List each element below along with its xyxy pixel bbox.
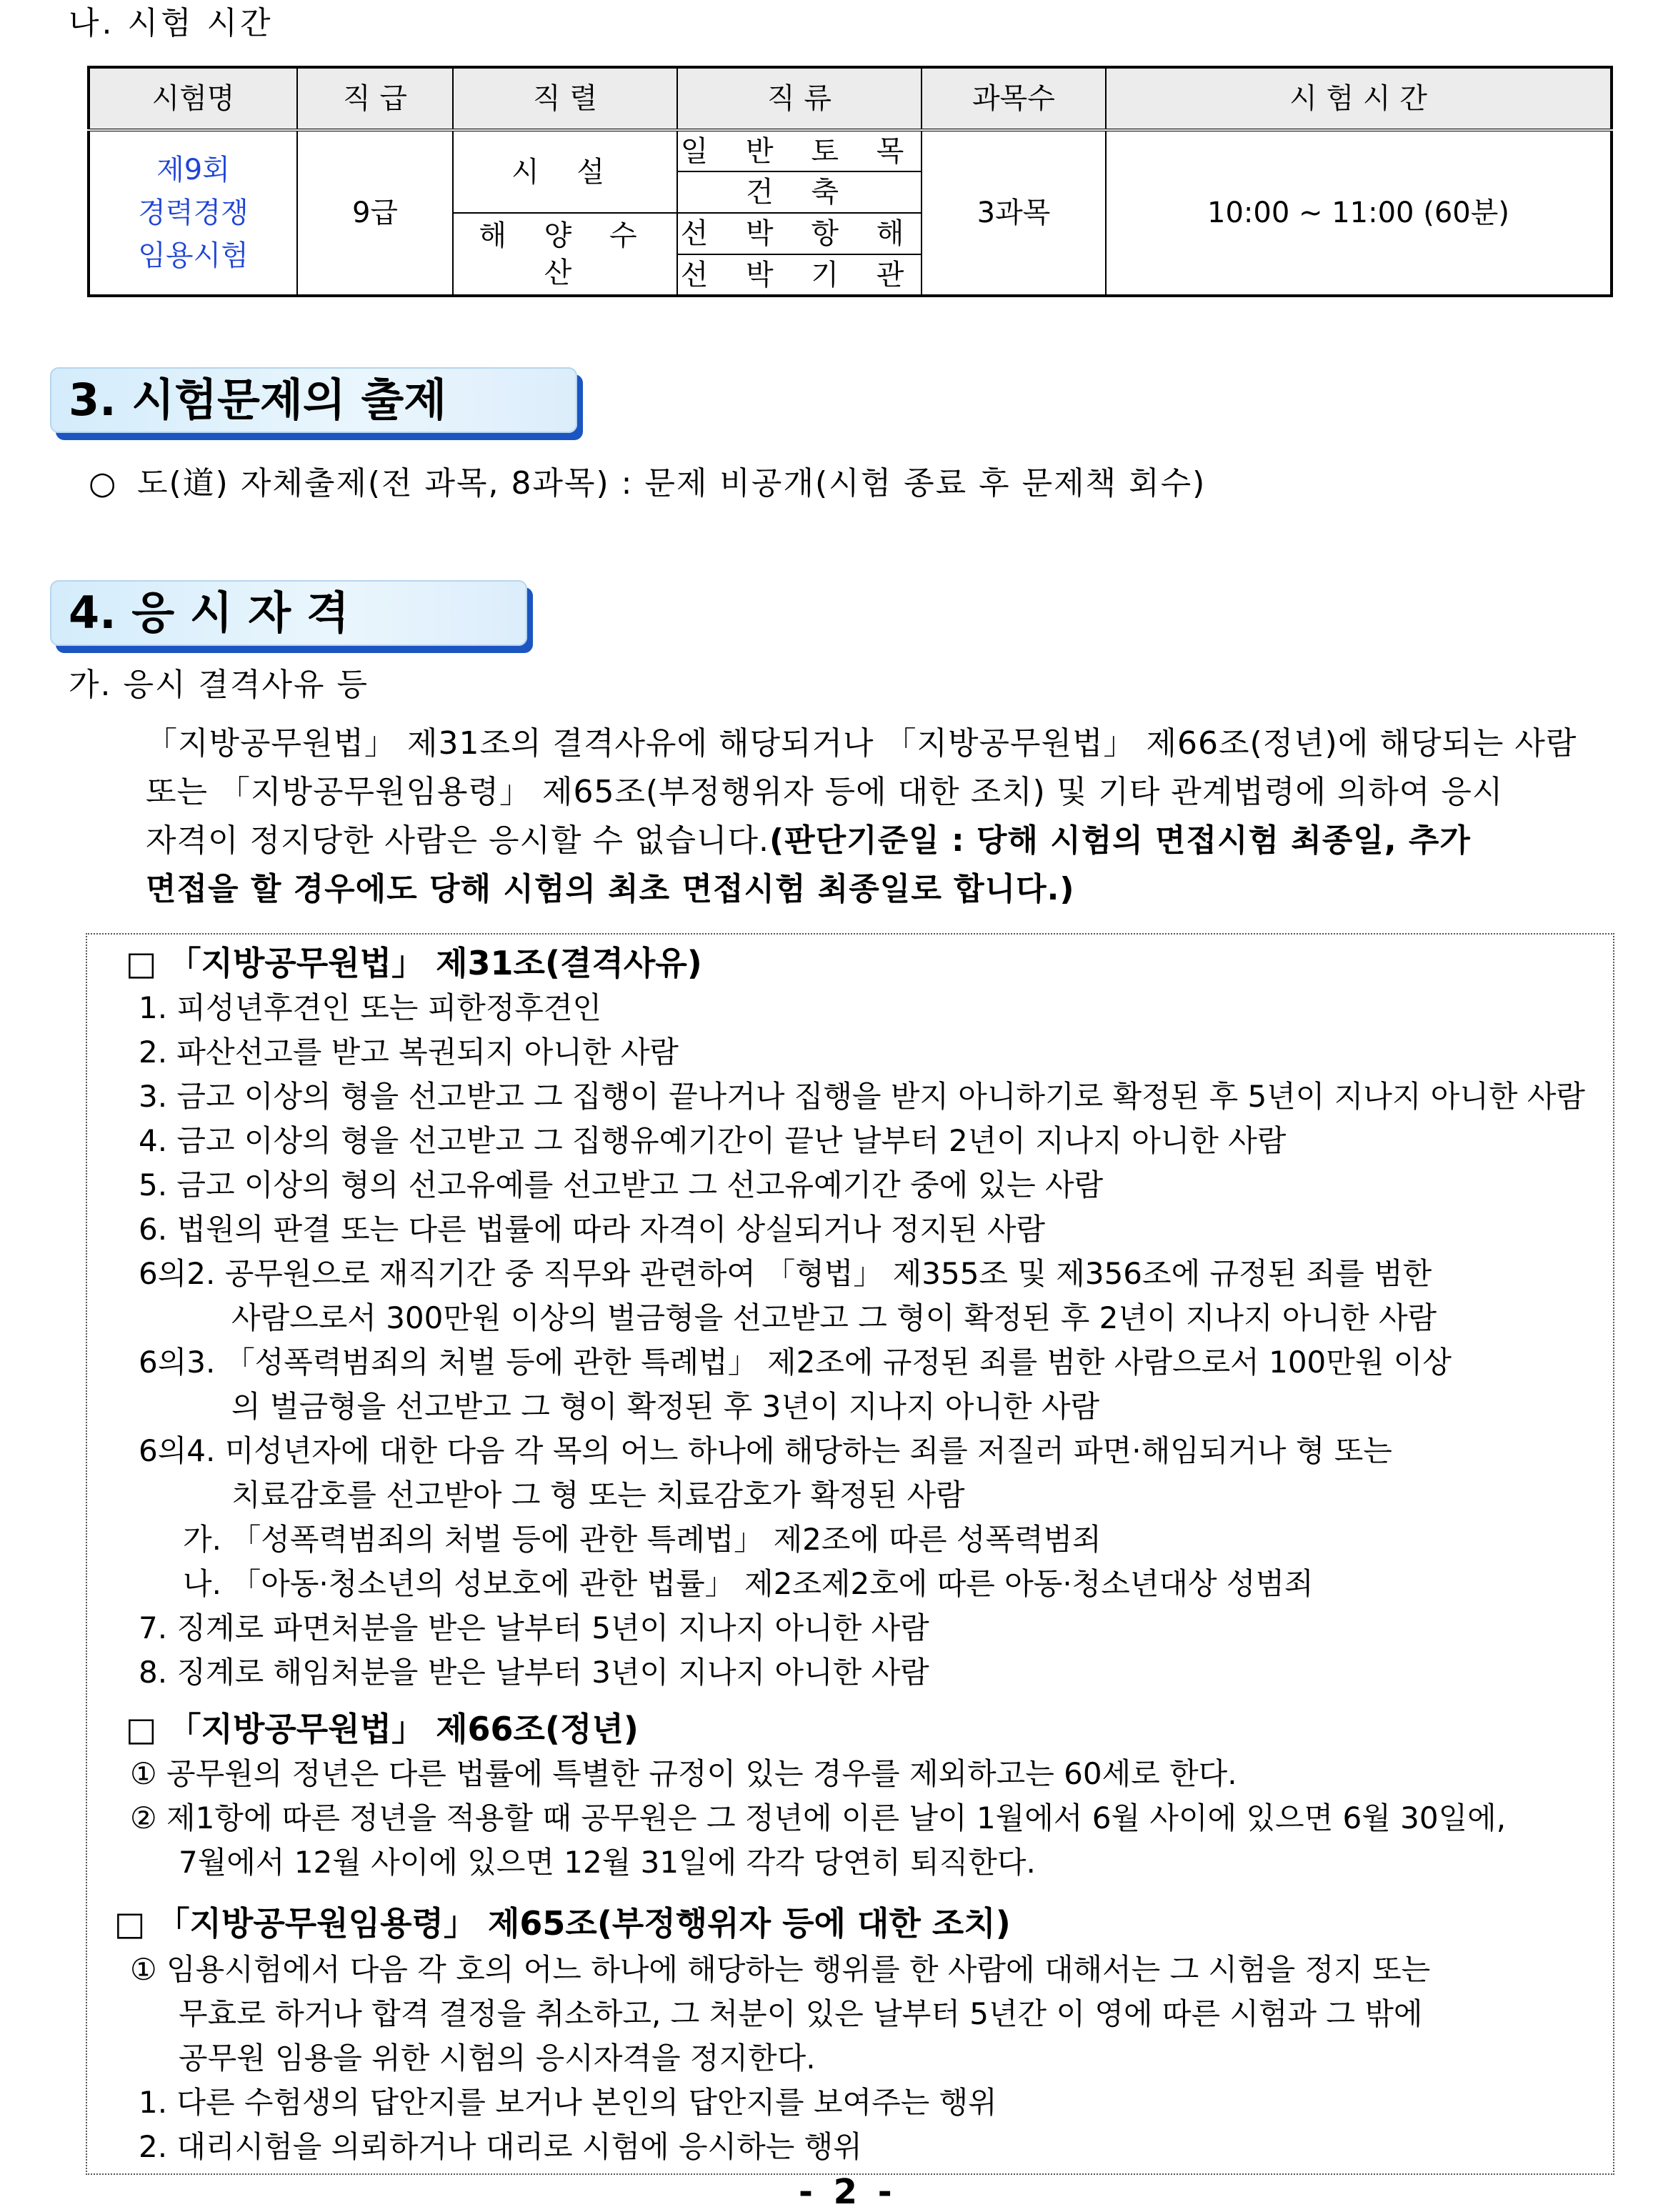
list-item: 6. 법원의 판결 또는 다른 법률에 따라 자격이 상실되거나 정지된 사람 (139, 1212, 1046, 1247)
cell-field-navigation: 선 박 항 해 (677, 213, 922, 254)
cell-exam-name: 제9회 경력경쟁 임용시험 (89, 130, 297, 296)
header-time: 시 험 시 간 (1106, 67, 1612, 130)
list-item: 나. 「아동·청소년의 성보호에 관한 법률」 제2조제2호에 따른 아동·청소년대상 성범죄 (183, 1566, 1314, 1601)
section-title-4: 4. 응 시 자 격 (69, 587, 349, 639)
law65-heading: □ 「지방공무원임용령」 제65조(부정행위자 등에 대한 조치) (114, 1904, 1011, 1943)
list-item: 1. 다른 수험생의 답안지를 보거나 본인의 답안지를 보여주는 행위 (139, 2085, 997, 2120)
cell-field-engine: 선 박 기 관 (677, 254, 922, 296)
section-title-3: 3. 시험문제의 출제 (69, 374, 447, 426)
page-number: - 2 - (799, 2172, 897, 2212)
list-item: 6의4. 미성년자에 대한 다음 각 목의 어느 하나에 해당하는 죄를 저질러 파면·해임되거나 형 또는 (139, 1433, 1392, 1468)
cell-grade: 9급 (297, 130, 453, 296)
cell-subjects: 3과목 (922, 130, 1106, 296)
list-item: 8. 징계로 해임처분을 받은 날부터 3년이 지나지 아니한 사람 (139, 1655, 929, 1690)
list-item: 7월에서 12월 사이에 있으면 12월 31일에 각각 당연히 퇴직한다. (179, 1845, 1036, 1880)
exam-time-table (87, 66, 1613, 297)
list-item: 치료감호를 선고받아 그 형 또는 치료감호가 확정된 사람 (231, 1478, 965, 1513)
list-item: 의 벌금형을 선고받고 그 형이 확정된 후 3년이 지나지 아니한 사람 (231, 1389, 1100, 1424)
list-item: 2. 파산선고를 받고 복권되지 아니한 사람 (139, 1035, 679, 1070)
bullet-circle: ○ (89, 465, 116, 502)
para-line-4: 면접을 할 경우에도 당해 시험의 최초 면접시험 최종일로 합니다.) (146, 871, 1075, 907)
list-item: ② 제1항에 따른 정년을 적용할 때 공무원은 그 정년에 이른 날이 1월에서 6월 사이에 있으면 6월 30일에, (130, 1800, 1507, 1835)
header-grade: 직 급 (297, 67, 453, 130)
cell-time: 10:00 ~ 11:00 (60분) (1106, 130, 1612, 296)
law66-heading: □ 「지방공무원법」 제66조(정년) (126, 1710, 639, 1748)
cell-field-architecture: 건 축 (677, 171, 922, 213)
section-banner-3 (50, 367, 577, 433)
list-item: 1. 피성년후견인 또는 피한정후견인 (139, 990, 602, 1025)
list-item: 3. 금고 이상의 형을 선고받고 그 집행이 끝나거나 집행을 받지 아니하기로 확정된 후 5년이 지나지 아니한 사람 (139, 1079, 1586, 1114)
header-series: 직 렬 (453, 67, 677, 130)
header-field: 직 류 (677, 67, 922, 130)
list-item: 6의2. 공무원으로 재직기간 중 직무와 관련하여 「형법」 제355조 및 제356조에 규정된 죄를 범한 (139, 1256, 1432, 1291)
list-item: 무효로 하거나 합격 결정을 취소하고, 그 처분이 있은 날부터 5년간 이 영에 따른 시험과 그 밖에 (179, 1996, 1423, 2031)
header-subjects: 과목수 (922, 67, 1106, 130)
header-exam-name: 시험명 (89, 67, 297, 130)
cell-series-marine: 해 양 수 산 (453, 213, 677, 296)
para-line-3: 자격이 정지당한 사람은 응시할 수 없습니다.(판단기준일 : 당해 시험의 면접시험 최종일, 추가 (146, 822, 1471, 859)
section-heading-exam-time: 나. 시험 시간 (69, 5, 274, 41)
table-header-row (89, 67, 1612, 130)
list-item: 7. 징계로 파면처분을 받은 날부터 5년이 지나지 아니한 사람 (139, 1610, 929, 1645)
list-item: ① 공무원의 정년은 다른 법률에 특별한 규정이 있는 경우를 제외하고는 60세로 한다. (130, 1756, 1237, 1791)
list-item: 2. 대리시험을 의뢰하거나 대리로 시험에 응시하는 행위 (139, 2129, 862, 2164)
cell-field-civil: 일 반 토 목 (677, 130, 922, 171)
list-item: 사람으로서 300만원 이상의 벌금형을 선고받고 그 형이 확정된 후 2년이 지나지 아니한 사람 (231, 1300, 1437, 1335)
para-line-2: 또는 「지방공무원임용령」 제65조(부정행위자 등에 대한 조치) 및 기타 관계법령에 의하여 응시 (146, 774, 1504, 810)
list-item: 가. 「성폭력범죄의 처벌 등에 관한 특례법」 제2조에 따른 성폭력범죄 (183, 1522, 1102, 1557)
para-line-1: 「지방공무원법」 제31조의 결격사유에 해당되거나 「지방공무원법」 제66조(정년)에 해당되는 사람 (146, 725, 1577, 762)
table-row (89, 130, 1612, 171)
section-banner-4 (50, 580, 527, 646)
list-item: 6의3. 「성폭력범죄의 처벌 등에 관한 특례법」 제2조에 규정된 죄를 범한 사람으로서 100만원 이상 (139, 1345, 1452, 1380)
exam-question-text: 도(道) 자체출제(전 과목, 8과목) : 문제 비공개(시험 종료 후 문제책 회수) (137, 465, 1207, 502)
list-item: ① 임용시험에서 다음 각 호의 어느 하나에 해당하는 행위를 한 사람에 대해서는 그 시험을 정지 또는 (130, 1952, 1431, 1987)
list-item: 5. 금고 이상의 형의 선고유예를 선고받고 그 선고유예기간 중에 있는 사람 (139, 1167, 1104, 1202)
sub-heading-disqualification: 가. 응시 결격사유 등 (69, 667, 369, 703)
list-item: 공무원 임용을 위한 시험의 응시자격을 정지한다. (179, 2041, 816, 2076)
cell-series-facility: 시 설 (453, 130, 677, 213)
law31-heading: □ 「지방공무원법」 제31조(결격사유) (126, 944, 702, 982)
list-item: 4. 금고 이상의 형을 선고받고 그 집행유예기간이 끝난 날부터 2년이 지나지 아니한 사람 (139, 1123, 1287, 1158)
